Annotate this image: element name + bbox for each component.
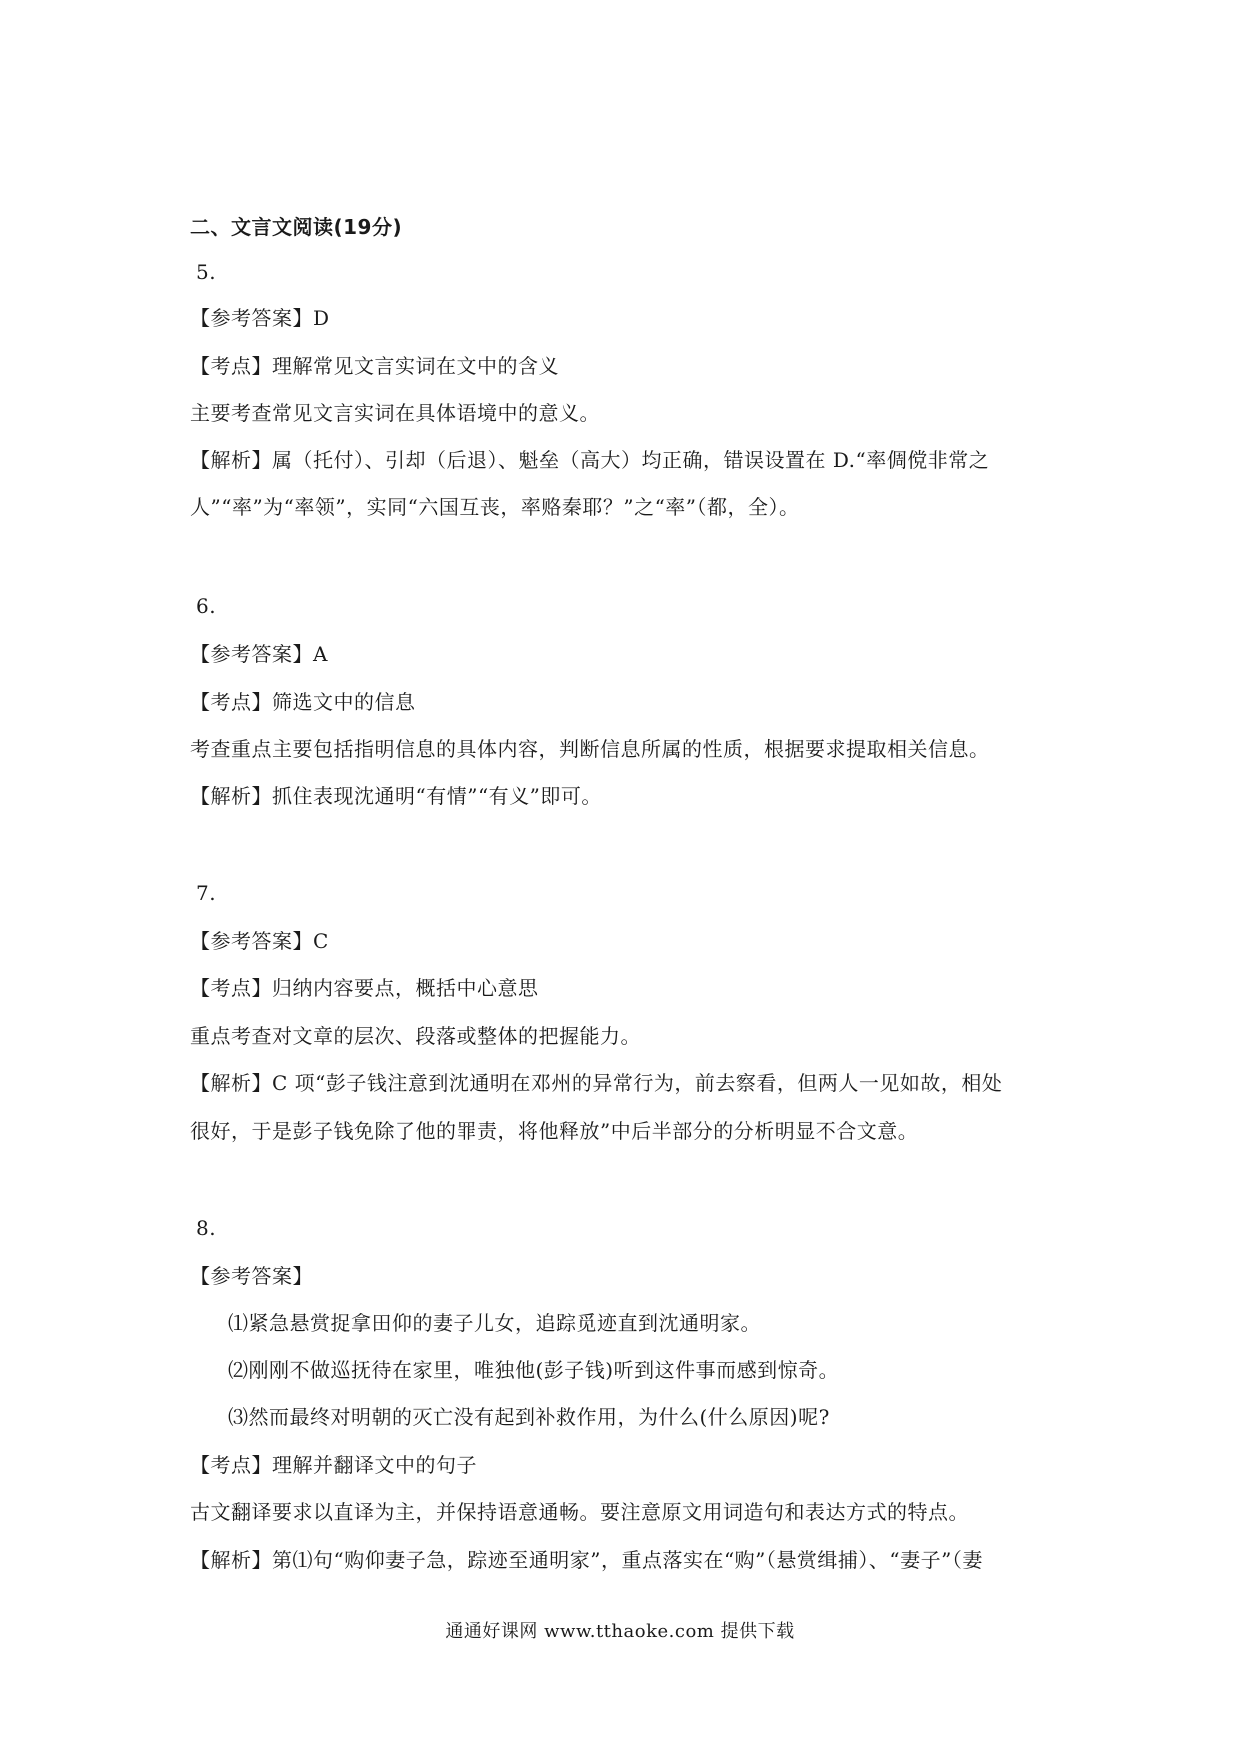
question-5-kaodian: 【考点】理解常见文言实词在文中的含义 bbox=[190, 354, 559, 378]
section-heading: 二、文言文阅读(19分) bbox=[190, 215, 403, 239]
question-7-answer: 【参考答案】C bbox=[190, 929, 329, 953]
question-5-analysis-line-1: 【解析】属（托付）、引却（后退）、魁垒（高大）均正确，错误设置在 D.“率倜傥非常之 bbox=[190, 448, 990, 472]
question-7-number: 7. bbox=[196, 881, 217, 905]
question-6-kaodian: 【考点】筛选文中的信息 bbox=[190, 690, 416, 714]
page-footer: 通通好课网 www.tthaoke.com 提供下载 bbox=[445, 1621, 795, 1642]
question-8-answer-item-3: ⑶然而最终对明朝的灭亡没有起到补救作用，为什么(什么原因)呢? bbox=[228, 1405, 830, 1429]
question-8-answer-item-2: ⑵刚刚不做巡抚待在家里，唯独他(彭子钱)听到这件事而感到惊奇。 bbox=[228, 1358, 840, 1382]
question-6-answer: 【参考答案】A bbox=[190, 642, 328, 666]
question-8-number: 8. bbox=[196, 1216, 217, 1240]
question-8-answer: 【参考答案】 bbox=[190, 1264, 313, 1288]
question-8-analysis-line-1: 【解析】第⑴句“购仰妻子急，踪迹至通明家”，重点落实在“购”（悬赏缉捕）、“妻子”（妻 bbox=[190, 1548, 983, 1572]
question-8-answer-item-1: ⑴紧急悬赏捉拿田仰的妻子儿女，追踪觅迹直到沈通明家。 bbox=[228, 1311, 761, 1335]
question-7-desc: 重点考查对文章的层次、段落或整体的把握能力。 bbox=[190, 1024, 641, 1048]
question-5-number: 5. bbox=[196, 260, 217, 284]
question-8-desc: 古文翻译要求以直译为主，并保持语意通畅。要注意原文用词造句和表达方式的特点。 bbox=[190, 1500, 969, 1524]
question-6-desc: 考查重点主要包括指明信息的具体内容，判断信息所属的性质，根据要求提取相关信息。 bbox=[190, 737, 990, 761]
question-5-analysis-line-2: 人”“率”为“率领”，实同“六国互丧，率赂秦耶？”之“率”（都，全）。 bbox=[190, 495, 800, 519]
question-8-kaodian: 【考点】理解并翻译文中的句子 bbox=[190, 1453, 477, 1477]
question-6-analysis-line-1: 【解析】抓住表现沈通明“有情”“有义”即可。 bbox=[190, 784, 602, 808]
question-7-analysis-line-1: 【解析】C 项“彭子钱注意到沈通明在邓州的异常行为，前去察看，但两人一见如故，相处 bbox=[190, 1071, 1003, 1095]
question-5-desc: 主要考查常见文言实词在具体语境中的意义。 bbox=[190, 401, 600, 425]
question-7-analysis-line-2: 很好，于是彭子钱免除了他的罪责，将他释放”中后半部分的分析明显不合文意。 bbox=[190, 1119, 919, 1143]
question-6-number: 6. bbox=[196, 594, 217, 618]
question-7-kaodian: 【考点】归纳内容要点，概括中心意思 bbox=[190, 976, 539, 1000]
question-5-answer: 【参考答案】D bbox=[190, 306, 330, 330]
